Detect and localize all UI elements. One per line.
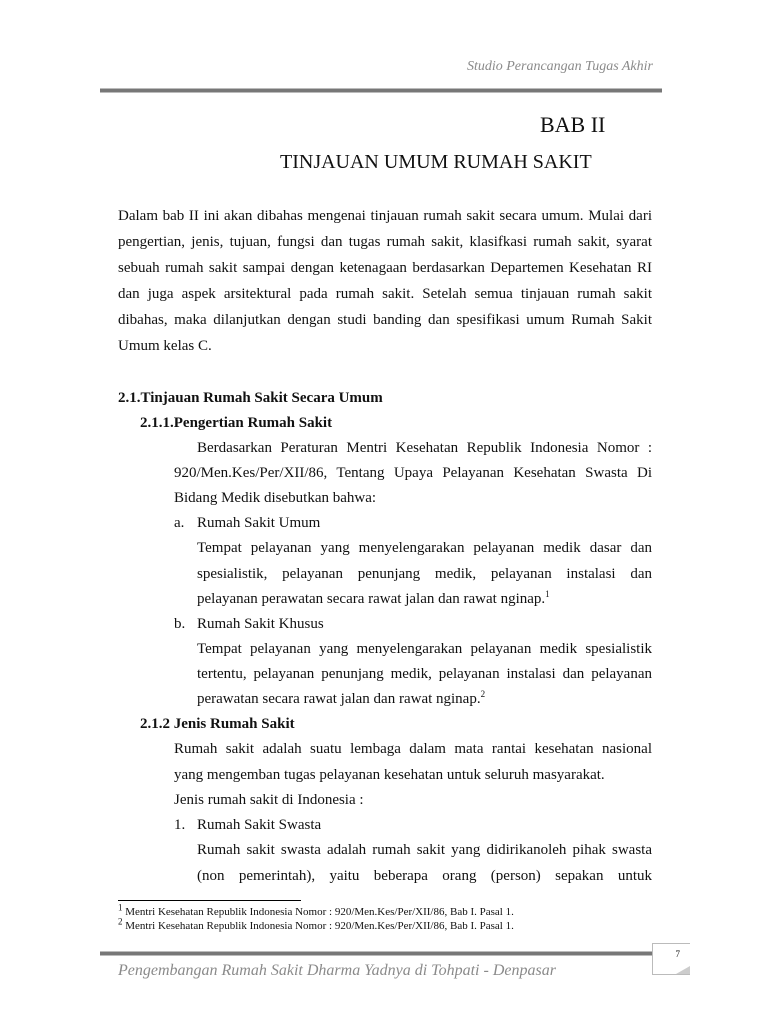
footnote-ref[interactable]: 2 (480, 689, 486, 699)
paragraph-line: Tempat pelayanan yang menyelengarakan pelayanan medik dasar dan (197, 540, 652, 556)
paragraph-line: (non pemerintah), yaitu beberapa orang (person) sepakan untuk (197, 868, 652, 884)
text: perawatan secara rawat jalan dan rawat nginap. (197, 691, 481, 707)
paragraph-line (197, 590, 550, 608)
chapter-heading: BAB II (540, 112, 606, 137)
paragraph-line: pengertian, jenis, tujuan, fungsi dan tugas rumah sakit, klasifkasi rumah sakit, syarat (118, 234, 652, 250)
footnote-text: Mentri Kesehatan Republik Indonesia Nomor : 920/Men.Kes/Per/XII/86, Bab I. Pasal 1. (125, 906, 514, 918)
list-label: 1. (174, 817, 186, 833)
footnote (118, 916, 514, 933)
chapter-title: TINJAUAN UMUM RUMAH SAKIT (280, 151, 592, 173)
list-label: b. (174, 616, 186, 632)
running-footer: Pengembangan Rumah Sakit Dharma Yadnya di Tohpati - Denpasar (118, 962, 556, 979)
footnote-number: 2 (118, 916, 123, 927)
footnote-rule (118, 900, 301, 901)
paragraph-line (197, 690, 485, 708)
paragraph-line: dibahas, maka dilanjutkan dengan studi banding dan spesifikasi umum Rumah Sakit (118, 312, 652, 328)
paragraph-line: Berdasarkan Peraturan Mentri Kesehatan Republik Indonesia Nomor : (197, 440, 652, 456)
running-header: Studio Perancangan Tugas Akhir (466, 59, 653, 74)
paragraph-line: yang mengemban tugas pelayanan kesehatan untuk seluruh masyarakat. (174, 767, 605, 783)
paragraph-line: Jenis rumah sakit di Indonesia : (174, 792, 364, 808)
list-title: Rumah Sakit Umum (197, 515, 321, 531)
footnote-text: Mentri Kesehatan Republik Indonesia Nomor : 920/Men.Kes/Per/XII/86, Bab I. Pasal 1. (125, 920, 514, 932)
subsection-heading: 2.1.1.Pengertian Rumah Sakit (140, 415, 333, 431)
page-curl-icon (676, 966, 690, 974)
list-title: Rumah Sakit Swasta (197, 817, 322, 833)
header-rule (100, 88, 662, 93)
list-label: a. (174, 515, 185, 531)
footnote (118, 902, 514, 919)
paragraph-line: Dalam bab II ini akan dibahas mengenai tinjauan rumah sakit secara umum. Mulai dari (118, 208, 652, 224)
paragraph-line: Rumah sakit swasta adalah rumah sakit yang didirikanoleh pihak swasta (197, 842, 652, 858)
page-number-box (652, 943, 690, 975)
paragraph-line: tertentu, pelayanan penunjang medik, pelayanan instalasi dan pelayanan (197, 666, 652, 682)
footnote-number: 1 (118, 902, 123, 913)
paragraph-line: sebuah rumah sakit sampai dengan ketenagaan berdasarkan Departemen Kesehatan RI (118, 260, 652, 276)
paragraph-line: dan juga aspek arsitektural pada rumah sakit. Setelah semua tinjauan rumah sakit (118, 286, 652, 302)
footer-rule (100, 951, 652, 956)
paragraph-line: spesialistik, pelayanan penunjang medik, pelayanan instalasi dan (197, 566, 652, 582)
list-title: Rumah Sakit Khusus (197, 616, 324, 632)
text: pelayanan perawatan secara rawat jalan dan rawat nginap. (197, 591, 546, 607)
paragraph-line: Tempat pelayanan yang menyelengarakan pelayanan medik spesialistik (197, 641, 652, 657)
subsection-heading: 2.1.2 Jenis Rumah Sakit (140, 716, 295, 732)
paragraph-line: Bidang Medik disebutkan bahwa: (174, 490, 377, 506)
footnote-ref[interactable]: 1 (545, 589, 550, 599)
paragraph-line: Rumah sakit adalah suatu lembaga dalam mata rantai kesehatan nasional (174, 741, 652, 757)
page-number: 7 (675, 949, 680, 959)
paragraph-line: Umum kelas C. (118, 338, 212, 354)
paragraph-line: 920/Men.Kes/Per/XII/86, Tentang Upaya Pelayanan Kesehatan Swasta Di (174, 465, 652, 481)
section-heading: 2.1.Tinjauan Rumah Sakit Secara Umum (118, 390, 383, 406)
